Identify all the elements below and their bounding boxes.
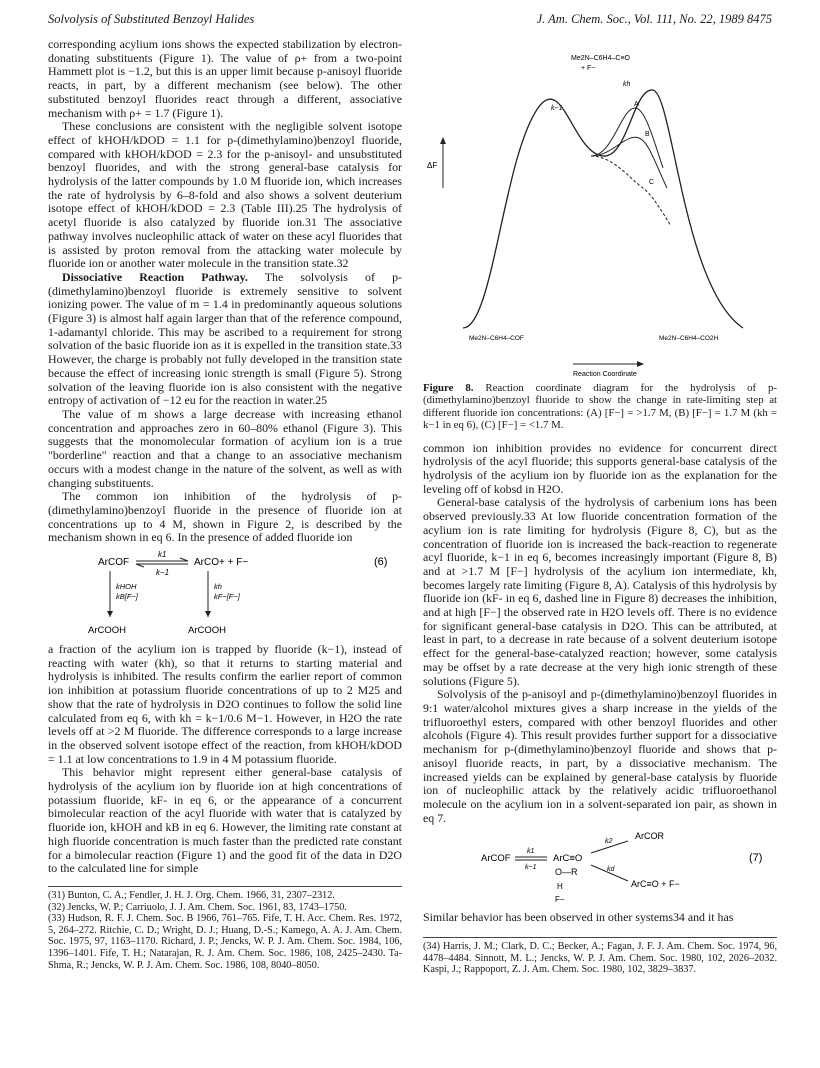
- paragraph: General-base catalysis of the hydrolysis of carbenium ions has been observed previously.33 At low fluoride concentration formation of the acylium ion is rate limiting for hydrolysis (Figure 8, C), but as the concentration of fluoride ion is increased the back-reaction to regenerate acyl fluoride, k−1 in eq 6, becomes increasingly important (Figure 8, B) and at >1.7 M [F−] hydrolysis of the acylium ion intermediate, kh, becomes largely rate limiting (Figure 8, A). Catalysis of this hydrolysis by fluoride ion (kF- in eq 6, dashed line in Figure 8) decreases the inhibition, and at high [F−] the observed rate in H2O levels off. There is no evidence for significant general-base catalysis in D2O. This can be attributed, at least in part, to a decrease in rate because of a solvent deuterium isotope effect for the general-base-catalyzed reaction; however, some catalysis may be offset by a rate decrease at the very high ionic strength of these solutions (Figure 5).: [423, 495, 777, 688]
- top-species-fluoride: + F−: [581, 65, 596, 72]
- curve-c: [591, 156, 671, 226]
- eq6-product-right: ArCOOH: [188, 625, 226, 637]
- paragraph: This behavior might represent either general-base catalysis of hydrolysis of the acylium ion by fluoride ion at high concentrations of potassium fluoride, kF- in eq 6, or the appearance of a concurrent bimolecular reaction of the acyl fluoride with water that is catalyzed by fluoride ion, kHOH and kB in eq 6. However, the limiting rate constant at high fluoride concentration is much faster than the predicted rate constant for a bimolecular reaction (Figure 1) and the good fit of the data in D2O to the calculated line for simple: [48, 765, 402, 876]
- right-species-label: Me2N–C6H4–CO2H: [659, 335, 719, 342]
- kh-label: kh: [623, 81, 631, 88]
- curve-a-label: A: [634, 101, 639, 108]
- equation-7-scheme: [423, 831, 777, 905]
- eq7-acylium: ArC≡O: [553, 853, 583, 865]
- eq7-km1: k−1: [525, 864, 537, 872]
- arrowhead: [205, 611, 211, 617]
- eq6-arcof: ArCOF: [98, 557, 130, 569]
- references: [423, 937, 777, 976]
- left-species-label: Me2N–C6H4–COF: [469, 335, 524, 342]
- reference: (32) Jencks, W. P.; Carriuolo, J. J. Am. Chem. Soc. 1961, 83, 1743–1750.: [48, 901, 347, 913]
- eq6-kh: kh: [214, 582, 222, 592]
- eq7-f: F−: [555, 895, 565, 905]
- reaction-coordinate-diagram: [423, 38, 777, 378]
- arrowhead: [637, 361, 644, 367]
- eq7-acylium-2: ArC≡O + F−: [631, 879, 680, 890]
- arrowhead: [107, 611, 113, 617]
- km1-label: k−1: [551, 105, 563, 112]
- header-title: Solvolysis of Substituted Benzoyl Halides: [48, 12, 255, 26]
- paragraph: [48, 271, 402, 408]
- eq6-k1: k1: [158, 551, 167, 560]
- caption-text: Reaction coordinate diagram for the hydrolysis of p-(dimethylamino)benzoyl fluoride to show the change in rate-limiting step at different fluoride ion concentrations: (A) [F−] = >1.7 M, (B) [F−] = 1.7 M (kh = k−1 in eq 6), (C) [F−] = <1.7 M.: [423, 382, 778, 432]
- eq7-number: (7): [749, 852, 763, 865]
- equation-6-scheme: [48, 551, 402, 637]
- paragraph: corresponding acylium ions shows the expected stabilization by electron-donating substituents (Figure 1). The value of ρ+ from a two-point Hammett plot is −1.2, but this is an upper limit because p-anisoyl fluoride reacts, in part, by a different mechanism (see below). The other substituted benzoyl fluorides react through a different, associative mechanism with ρ+ = 1.7 (Figure 1).: [48, 37, 402, 120]
- paragraph: a fraction of the acylium ion is trapped by fluoride (k−1), instead of reacting with water (kh), so that it returns to starting material and hydrolysis is inhibited. The results confirm the earlier report of common ion inhibition at potassium fluoride concentrations of up to 2 M25 and show that the rate of hydrolysis in D2O continues to follow the solid line calculated from eq 6, with kh = k−1/0.6 M−1. However, in H2O the rate levels off at >2 M fluoride. The difference corresponds to a large increase in the observed solvent isotope effect of the reaction, from kHOH/kDOD = 1.1 at low concentrations to 1.9 in 4 M potassium fluoride.: [48, 642, 402, 766]
- eq6-kf: kF−[F−]: [214, 592, 240, 602]
- arrowhead: [440, 137, 446, 144]
- top-species-label: Me2N–C6H4–C≡O: [571, 55, 630, 62]
- equation-6: [48, 551, 402, 637]
- curve-c-label: C: [649, 179, 655, 186]
- references: [48, 886, 402, 971]
- paragraph: The value of m shows a large decrease with increasing ethanol concentration and approaches zero in 60–80% ethanol (Figure 3). This suggests that the monomolecular formation of acylium ion is a true "borderline" reaction and that a change to an associative mechanism occurs with a modest change in the nature of the solvent, as well as with changing substituents.: [48, 406, 402, 490]
- x-axis-label: Reaction Coordinate: [573, 371, 637, 378]
- right-column: [423, 38, 777, 976]
- paragraph-text: The solvolysis of p-(dimethylamino)benzoyl fluoride is extremely sensitive to solvent ionizing power. The value of m = 1.4 in predominantly aqueous solutions (Figure 3) is almost half again larger than that of the reference compound, 1-adamantyl chloride. This may be ascribed to a requirement for strong solvation of the basic fluoride ion as it is expelled in the transition state.33 However, the charge is probably not fully developed in the transition state because the effect of increasing ionic strength is small (Figure 5). Strong solvation of the leaving fluoride ion is also consistent with the negative entropy of activation of −12 eu for the reaction in water.25: [48, 269, 403, 408]
- eq6-khoh: kHOH: [116, 582, 137, 592]
- left-column: [48, 38, 402, 971]
- caption-label: Figure 8.: [423, 382, 474, 394]
- eq7-k1: k1: [527, 848, 535, 856]
- eq7-h: H: [557, 882, 563, 892]
- paragraph: These conclusions are consistent with the negligible solvent isotope effect of kHOH/kDOD = 1.1 for p-(dimethylamino)benzoyl fluoride, compared with kHOH/kDOD = 2.3 for the p-anisoyl- and unsubstituted benzoyl fluorides, and with the strong general-base catalysis for hydrolysis of the latter compounds by 1.0 M fluoride ion, which increases the rate of hydrolysis by 6–8-fold and also shows a solvent deuterium isotope effect of kHOH/kDOD = 2.3 (Table III).25 The hydrolysis of acetyl fluoride is also catalyzed by fluoride ion.31 The associative pathway involves nucleophilic attack of water on these acyl fluorides that is assisted by proton removal from the attacking water molecule by fluoride ion or another water molecule in the transition state.32: [48, 119, 402, 271]
- reference: (33) Hudson, R. F. J. Chem. Soc. B 1966, 761–765. Fife, T. H. Acc. Chem. Res. 1972, 5, 264–272. Ritchie, C. D.; Wright, D. J.; Huang, D.-S.; Kamego, A. A. J. Am. Chem. Soc. 1975, 97, 1163–1170. Richard, J. P.; Jencks, W. P. J. Am. Chem. Soc. 1984, 106, 1396–1401. Fife, T. H.; Natarajan, R. J. Am. Chem. Soc. 1986, 108, 2425–2430. Ta-Shma, R.; Jencks, W. P. J. Am. Chem. Soc. 1986, 108, 8040–8050.: [48, 913, 402, 971]
- section-heading: Dissociative Reaction Pathway.: [62, 269, 248, 284]
- eq7-k2: k2: [605, 838, 613, 846]
- figure-8: [423, 38, 777, 378]
- curve-b-label: B: [645, 131, 650, 138]
- eq7-arcof: ArCOF: [481, 853, 511, 865]
- paragraph: The common ion inhibition of the hydrolysis of p-(dimethylamino)benzoyl fluoride in the presence of fluoride ion at concentrations up to 4 M, shown in Figure 2, is described by the mechanism shown in eq 6. In the presence of added fluoride ion: [48, 489, 402, 545]
- eq7-kd: kd: [607, 866, 615, 874]
- reference: (34) Harris, J. M.; Clark, D. C.; Becker, A.; Fagan, J. F. J. Am. Chem. Soc. 1974, 96, 4478–4484. Sinnott, M. L.; Jencks, W. P. J. Am. Chem. Soc. 1980, 102, 2026–2032. Kaspi, J.; Rappoport, Z. J. Am. Chem. Soc. 1980, 102, 3829–3837.: [423, 941, 777, 976]
- paragraph: common ion inhibition provides no evidence for concurrent direct hydrolysis of the acyl fluoride; this supports general-base catalysis of the hydrolysis of the acylium ion by fluoride ion as the explanation for the leveling off of kobsd in H2O.: [423, 440, 777, 496]
- eq6-kb: kB[F−]: [116, 592, 138, 602]
- eq6-number: (6): [374, 556, 388, 569]
- eq7-or: O—R: [555, 867, 578, 878]
- eq7-arcor: ArCOR: [635, 831, 664, 842]
- eq6-km1: k−1: [156, 568, 170, 578]
- figure-caption: [423, 382, 777, 432]
- running-header: [48, 12, 772, 30]
- curve-a: [591, 108, 663, 168]
- equation-7: [423, 831, 777, 905]
- reference: (31) Bunton, C. A.; Fendler, J. H. J. Org. Chem. 1966, 31, 2307–2312.: [48, 889, 335, 901]
- eq6-product-left: ArCOOH: [88, 625, 126, 637]
- eq6-products: ArCO+ + F−: [194, 557, 249, 569]
- paragraph: Similar behavior has been observed in other systems34 and it has: [423, 910, 734, 925]
- energy-curve: [463, 90, 743, 328]
- paragraph: Solvolysis of the p-anisoyl and p-(dimethylamino)benzoyl fluorides in 9:1 water/alcohol mixtures gives a sharp increase in the yields of the trifluoroethyl esters, compared with other benzoyl fluorides and other alcohols (Figure 4). This result provides further support for a dissociative mechanism for p-(dimethylamino)benzoyl fluoride and shows that p-anisoyl fluoride reacts, in part, by a dissociative mechanism. The increased yields can be explained by general-base catalysis by fluoride ion of nucleophilic attack by the relatively acidic trifluoroethanol molecule on the acylium ion in a solvent-separated ion pair, as shown in eq 7.: [423, 687, 777, 825]
- y-axis-label: ΔF: [427, 161, 438, 170]
- header-journal: J. Am. Chem. Soc., Vol. 111, No. 22, 1989 8475: [536, 12, 772, 26]
